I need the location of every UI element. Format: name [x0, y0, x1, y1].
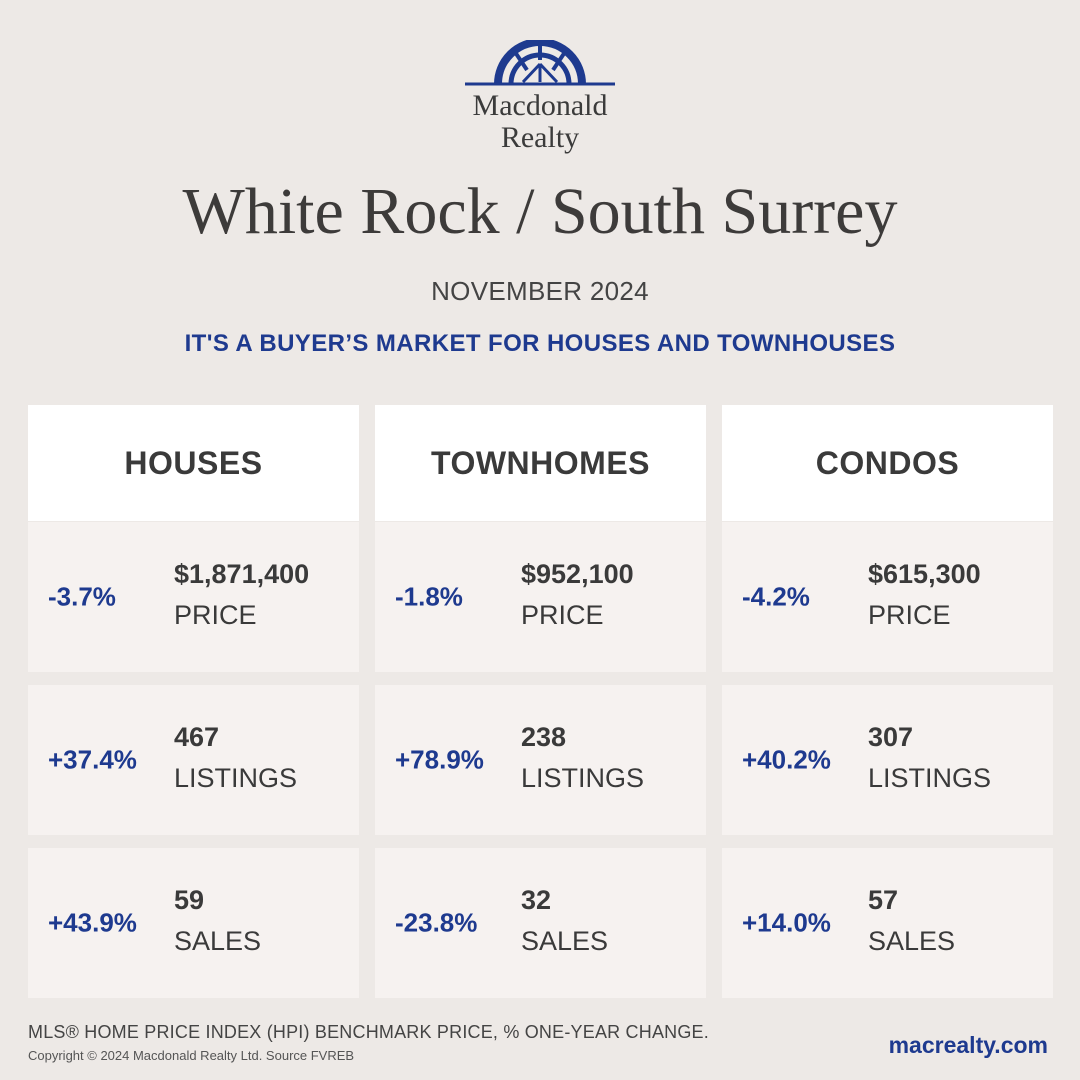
- townhomes-price-value: $952,100: [521, 559, 634, 589]
- page-subtitle: NOVEMBER 2024: [431, 276, 649, 306]
- condos-listings-card: [722, 685, 1053, 835]
- condos-price-change: -4.2%: [742, 581, 810, 612]
- condos-price-card: [722, 522, 1053, 672]
- condos-sales-label: SALES: [868, 926, 956, 956]
- townhomes-sales-value: 32: [521, 885, 552, 915]
- logo-line-2: Realty: [500, 121, 580, 154]
- townhomes-sales-change: -23.8%: [395, 907, 478, 938]
- townhomes-listings-value: 238: [521, 722, 567, 752]
- logo-text: [462, 90, 618, 154]
- houses-price-change: -3.7%: [48, 581, 116, 612]
- brand-logo: [462, 40, 618, 162]
- houses-sales-label: SALES: [174, 926, 262, 956]
- houses-sales-change: +43.9%: [48, 907, 137, 938]
- townhomes-listings-card: [375, 685, 706, 835]
- website-link[interactable]: macrealty.com: [888, 1032, 1048, 1058]
- houses-listings-change: +37.4%: [48, 744, 137, 775]
- townhomes-price-card: [375, 522, 706, 672]
- houses-listings-value: 467: [174, 722, 220, 752]
- logo-emblem-icon: [465, 40, 615, 88]
- column-heading-houses: HOUSES: [28, 405, 359, 521]
- townhomes-listings-change: +78.9%: [395, 744, 484, 775]
- townhomes-sales-label: SALES: [521, 926, 609, 956]
- houses-sales-card: [28, 848, 359, 998]
- page-title: White Rock / South Surrey: [182, 175, 898, 248]
- houses-price-value: $1,871,400: [174, 559, 310, 589]
- condos-price-value: $615,300: [868, 559, 981, 589]
- copyright-notice: Copyright © 2024 Macdonald Realty Ltd. Source FVREB: [28, 1048, 355, 1063]
- condos-price-label: PRICE: [868, 600, 951, 630]
- townhomes-sales-card: [375, 848, 706, 998]
- houses-price-card: [28, 522, 359, 672]
- houses-listings-label: LISTINGS: [174, 763, 298, 793]
- column-heading-townhomes: TOWNHOMES: [375, 405, 706, 521]
- houses-listings-card: [28, 685, 359, 835]
- condos-listings-label: LISTINGS: [868, 763, 992, 793]
- townhomes-price-change: -1.8%: [395, 581, 463, 612]
- footnote: MLS® HOME PRICE INDEX (HPI) BENCHMARK PRICE, % ONE-YEAR CHANGE.: [28, 1022, 709, 1042]
- condos-sales-value: 57: [868, 885, 899, 915]
- logo-line-1: Macdonald: [472, 89, 608, 122]
- houses-price-label: PRICE: [174, 600, 257, 630]
- column-heading-condos: CONDOS: [722, 405, 1053, 521]
- townhomes-price-label: PRICE: [521, 600, 604, 630]
- market-headline: IT'S A BUYER’S MARKET FOR HOUSES AND TOWNHOUSES: [184, 330, 896, 357]
- condos-listings-change: +40.2%: [742, 744, 831, 775]
- condos-sales-card: [722, 848, 1053, 998]
- houses-sales-value: 59: [174, 885, 205, 915]
- condos-listings-value: 307: [868, 722, 914, 752]
- condos-sales-change: +14.0%: [742, 907, 831, 938]
- townhomes-listings-label: LISTINGS: [521, 763, 645, 793]
